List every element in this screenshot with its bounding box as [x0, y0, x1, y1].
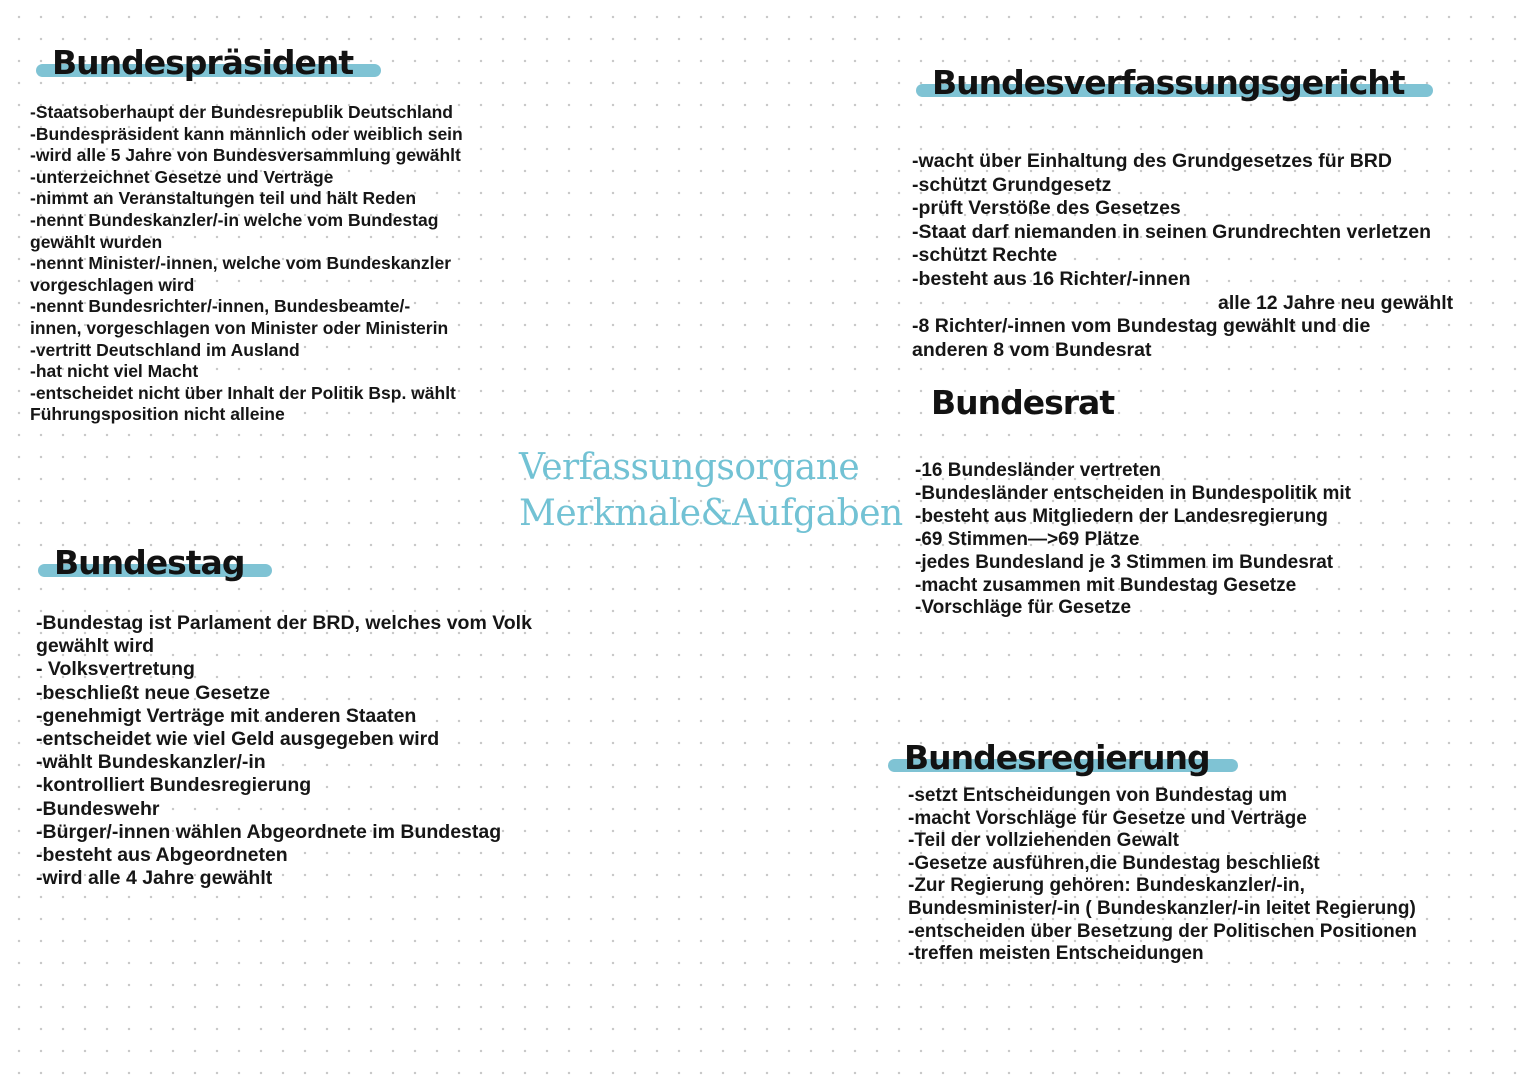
list-item: -8 Richter/-innen vom Bundestag gewählt und die — [912, 315, 1371, 338]
list-item: -besteht aus 16 Richter/-innen — [912, 267, 1191, 290]
heading-bundesverfassungsgericht — [916, 60, 1433, 106]
list-item: -Staat darf niemanden in seinen Grundrechten verletzen — [912, 220, 1432, 243]
list-item: anderen 8 vom Bundesrat — [912, 338, 1152, 361]
heading-bundesregierung — [888, 735, 1238, 781]
list-item: -16 Bundesländer vertreten — [915, 460, 1162, 481]
list-item: -Bundespräsident kann männlich oder weiblich sein — [30, 123, 463, 144]
list-item: -treffen meisten Entscheidungen — [908, 943, 1204, 965]
list-item: vorgeschlagen wird — [30, 274, 195, 295]
list-item: -nennt Bundesrichter/-innen, Bundesbeamte/- — [30, 296, 411, 317]
list-item: -vertritt Deutschland im Ausland — [30, 339, 300, 360]
list-item: -jedes Bundesland je 3 Stimmen im Bundesrat — [915, 551, 1334, 573]
section-title: Bundespräsident — [52, 43, 354, 82]
list-item: -besteht aus Abgeordneten — [36, 844, 288, 867]
list-item: -Bundestag ist Parlament der BRD, welches vom Volk — [36, 612, 532, 634]
bullet-list — [912, 150, 1453, 362]
bullet-list — [36, 612, 532, 890]
list-item: -Bürger/-innen wählen Abgeordnete im Bundestag — [36, 820, 502, 843]
list-item: -wählt Bundeskanzler/-in — [36, 751, 266, 774]
section-title: Bundestag — [54, 543, 245, 582]
list-item: -Staatsoberhaupt der Bundesrepublik Deutschland — [30, 102, 453, 122]
list-item: -nimmt an Veranstaltungen teil und hält Reden — [30, 188, 417, 209]
heading-bundespraesident — [36, 40, 381, 86]
center-title — [519, 445, 903, 537]
bullet-list — [908, 785, 1417, 966]
list-item: -setzt Entscheidungen von Bundestag um — [908, 785, 1287, 806]
list-item: -macht zusammen mit Bundestag Gesetze — [915, 574, 1297, 596]
list-item: alle 12 Jahre neu gewählt — [1218, 291, 1454, 314]
list-item: -Gesetze ausführen,die Bundestag beschließt — [908, 852, 1320, 874]
list-item: -entscheidet nicht über Inhalt der Politik Bsp. wählt — [30, 382, 456, 403]
list-item: -beschließt neue Gesetze — [36, 681, 271, 704]
section-bundesregierung — [888, 735, 1417, 966]
list-item: -entscheidet wie viel Geld ausgegeben wird — [36, 728, 440, 751]
list-item: -entscheiden über Besetzung der Politischen Positionen — [908, 920, 1417, 942]
list-item: innen, vorgeschlagen von Minister oder Ministerin — [30, 317, 449, 338]
list-item: -nennt Minister/-innen, welche vom Bundeskanzler — [30, 253, 452, 274]
list-item: -Vorschläge für Gesetze — [915, 597, 1132, 619]
list-item: -prüft Verstöße des Gesetzes — [912, 197, 1181, 220]
list-item: -69 Stimmen—>69 Plätze — [915, 528, 1140, 550]
list-item: -schützt Rechte — [912, 244, 1058, 267]
list-item: -macht Vorschläge für Gesetze und Verträge — [908, 807, 1307, 829]
list-item: Führungsposition nicht alleine — [30, 404, 285, 425]
section-bundesverfassungsgericht — [912, 60, 1454, 362]
center-title-line: Verfassungsorgane — [519, 447, 860, 488]
list-item: Bundesminister/-in ( Bundeskanzler/-in leitet Regierung) — [908, 897, 1416, 919]
list-item: -wacht über Einhaltung des Grundgesetzes für BRD — [912, 150, 1392, 172]
list-item: -Bundeswehr — [36, 797, 160, 820]
section-bundestag — [38, 540, 532, 890]
list-item: -besteht aus Mitgliedern der Landesregierung — [915, 505, 1328, 527]
section-title: Bundesverfassungsgericht — [932, 63, 1405, 102]
list-item: -wird alle 4 Jahre gewählt — [36, 867, 273, 890]
section-bundesrat — [915, 380, 1351, 620]
list-item: -genehmigt Verträge mit anderen Staaten — [36, 704, 417, 727]
list-item: -Teil der vollziehenden Gewalt — [908, 830, 1179, 852]
bullet-list — [30, 102, 463, 426]
section-title: Bundesrat — [931, 383, 1115, 422]
heading-bundestag — [38, 540, 272, 586]
bullet-list — [915, 460, 1351, 620]
list-item: -hat nicht viel Macht — [30, 361, 199, 382]
list-item: -wird alle 5 Jahre von Bundesversammlung gewählt — [30, 145, 461, 166]
list-item: gewählt wird — [36, 635, 155, 658]
section-title: Bundesregierung — [904, 738, 1210, 777]
list-item: -schützt Grundgesetz — [912, 173, 1112, 196]
center-title-line: Merkmale&Aufgaben — [519, 493, 903, 534]
list-item: -Zur Regierung gehören: Bundeskanzler/-in, — [908, 875, 1305, 897]
section-bundespraesident — [30, 40, 463, 426]
list-item: -nennt Bundeskanzler/-in welche vom Bundestag — [30, 209, 439, 230]
list-item: -unterzeichnet Gesetze und Verträge — [30, 166, 334, 187]
list-item: gewählt wurden — [30, 231, 163, 252]
list-item: - Volksvertretung — [36, 658, 195, 681]
heading-bundesrat — [915, 380, 1142, 426]
list-item: -Bundesländer entscheiden in Bundespolitik mit — [915, 482, 1351, 504]
list-item: -kontrolliert Bundesregierung — [36, 774, 312, 797]
